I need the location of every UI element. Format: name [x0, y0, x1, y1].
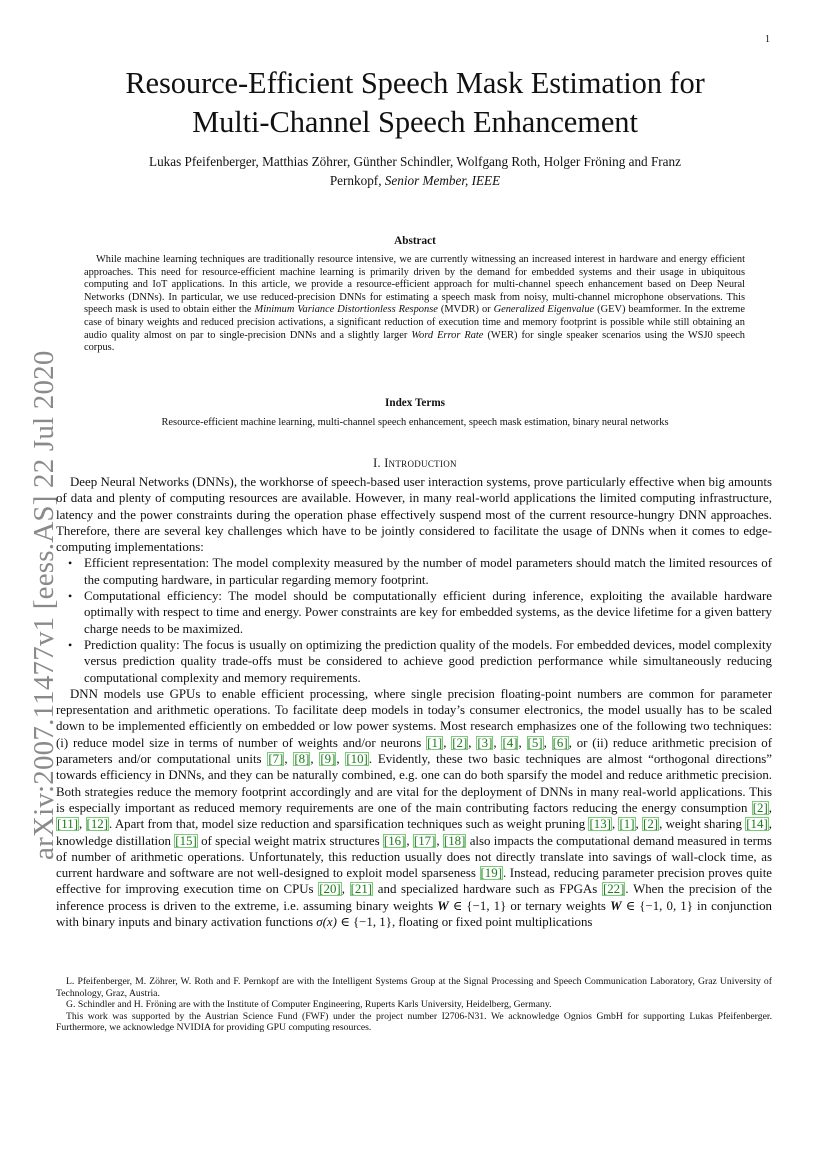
title-line-2: Multi-Channel Speech Enhancement — [192, 105, 638, 139]
citation-link[interactable]: [13] — [589, 817, 611, 832]
math-ternary-set: ∈ {−1, 0, 1} — [625, 898, 693, 913]
citation-link[interactable]: [20] — [319, 882, 341, 897]
footnote-affiliation-1: L. Pfeifenberger, M. Zöhrer, W. Roth and F. Pernkopf are with the Intelligent Systems Group at the Signal Processing and Speech Communication Laboratory, Graz University of Technology, Graz, Austria. — [56, 976, 772, 999]
citation-link[interactable]: [12] — [86, 817, 109, 832]
citation-link[interactable]: [7] — [268, 752, 284, 767]
author-role: Senior Member, IEEE — [384, 173, 501, 188]
bullet-icon: • — [68, 637, 73, 652]
math-activation: σ(x) — [316, 915, 337, 930]
arxiv-identifier-stamp[interactable]: arXiv:2007.11477v1 [eess.AS] 22 Jul 2020 — [28, 350, 60, 860]
footnote-funding: This work was supported by the Austrian Science Fund (FWF) under the project number I2706-N31. We acknowledge Ognios GmbH for supporting Lukas Pfeifenberger. Furthermore, we acknowledge NVIDIA for providing GPU computing resources. — [56, 1010, 772, 1034]
citation-link[interactable]: [19] — [480, 866, 502, 881]
citation-link[interactable]: [15] — [175, 833, 197, 848]
list-item: • Computational efficiency: The model should be computationally efficient during inference, exploiting the available hardware optimally with respect to time and energy. Power constraints are key for embedded systems, as the device lifetime for a given battery charge needs to be maximized. — [68, 589, 772, 636]
citation-link[interactable]: [5] — [527, 735, 543, 750]
page-number: 1 — [765, 34, 770, 45]
abstract-text: While machine learning techniques are traditionally resource intensive, we are currently witnessing an increased interest in hardware and energy efficient approaches. This need for resource-efficient machine learning is primarily driven by the demand for embedded systems and their usage in ubiquitous computing and IoT applications. In this article, we provide a resource-efficient approach for multi-channel speech enhancement based on Deep Neural Networks (DNNs). In particular, we use reduced-precision DNNs for estimating a speech mask from noisy, multi-channel microphone observations. This speech mask is used to obtain either the Minimum Variance Distortionless Response (MVDR) or Generalized Eigenvalue (GEV) beamformer. In the extreme case of binary weights and reduced precision activations, a significant reduction of execution time and memory footprint is possible while still obtaining an audio quality almost on par to single-precision DNNs and a slightly larger Word Error Rate (WER) for single speaker scenarios using the WSJ0 speech corpus. — [84, 254, 745, 354]
authors-line-1: Lukas Pfeifenberger, Matthias Zöhrer, Günther Schindler, Wolfgang Roth, Holger Fröning and Franz — [149, 154, 681, 169]
citation-link[interactable]: [2] — [752, 800, 768, 815]
citation-link[interactable]: [18] — [443, 833, 466, 848]
citation-link[interactable]: [22] — [602, 882, 625, 897]
math-weights: W — [610, 898, 622, 913]
abstract-heading: Abstract — [394, 235, 436, 247]
citation-link[interactable]: [8] — [294, 752, 310, 767]
citation-link[interactable]: [1] — [427, 735, 443, 750]
citation-link[interactable]: [4] — [502, 735, 518, 750]
citation-link[interactable]: [16] — [383, 833, 406, 848]
section-heading: I. Introduction — [373, 456, 457, 470]
intro-paragraph-1: Deep Neural Networks (DNNs), the workhorse of speech-based user interaction systems, prove particularly effective when big amounts of data and plenty of computing resources are available. However, in many real-world applications the limited computing infrastructure, latency and the power constraints during the operation phase effectively suspend most of the current resource-hungry DNN approaches. Therefore, there are several key challenges which have to be jointly considered to facilitate the usage of DNNs when it comes to edge-computing implementations: — [56, 475, 772, 555]
footnotes — [56, 976, 772, 1034]
paper-title — [58, 64, 772, 142]
citation-link[interactable]: [11] — [57, 817, 78, 832]
index-terms: Resource-efficient machine learning, multi-channel speech enhancement, speech mask estimation, binary neural networks — [161, 417, 669, 428]
list-item: • Efficient representation: The model complexity measured by the number of model parameters should match the limited resources of the computing hardware, in particular regarding memory footprint. — [68, 556, 772, 587]
citation-link[interactable]: [1] — [619, 817, 635, 832]
author-list — [80, 152, 750, 190]
intro-paragraph-2: DNN models use GPUs to enable efficient processing, where single precision floating-point numbers are common for parameter representation and arithmetic operations. To facilitate deep models in today’s consumer electronics, the model usually has to be scaled down to be implemented efficiently on embedded or low power systems. Most research emphasizes one of the following two techniques: (i) reduce model size in terms of number of weights and/or neurons [1], [2], [3], [4], [5], [6], or (ii) reduce arithmetic precision of parameters and/or computational units [7], [8], [9], [10]. Evidently, these two basic techniques are almost “orthogonal directions” towards efficiency in DNNs, and they can be naturally combined, e.g. one can do both sparsify the model and reduce arithmetic precision. Both strategies reduce the memory footprint accordingly and are vital for the deployment of DNNs in many real-world applications. This is especially important as reduced memory requirements are one of the main contributing factors reducing the energy consumption [2], [11], [12]. Apart from that, model size reduction and sparsification techniques such as weight pruning [13], [1], [2], weight sharing [14], knowledge distillation [15] of special weight matrix structures [16], [17], [18] also impacts the computational demand measured in terms of number of arithmetic operations. Unfortunately, this reduction usually does not directly translate into savings of wall-clock time, as current hardware and software are not well-designed to exploit model sparseness [19]. Instead, reducing parameter precision proves quite effective for improving execution time on CPUs [20], [21] and specialized hardware such as FPGAs [22]. When the precision of the inference process is driven to the extreme, i.e. assuming binary weights W ∈ {−1, 1} or ternary weights W ∈ {−1, 0, 1} in conjunction with binary inputs and binary activation functions σ(x) ∈ {−1, 1}, floating or fixed point multiplications — [56, 686, 772, 930]
wer-term: Word Error Rate — [411, 329, 484, 341]
list-item: • Prediction quality: The focus is usually on optimizing the prediction quality of the models. For embedded devices, model complexity versus prediction quality trade-offs must be considered to achieve good prediction performance while simultaneously reducing computational complexity and memory requirements. — [68, 637, 772, 685]
citation-link[interactable]: [17] — [413, 833, 436, 848]
citation-link[interactable]: [2] — [452, 735, 468, 750]
citation-link[interactable]: [14] — [746, 817, 768, 832]
bullet-icon: • — [68, 556, 73, 571]
authors-line-2 — [80, 171, 750, 190]
citation-link[interactable]: [3] — [477, 735, 493, 750]
intro-body — [56, 474, 772, 930]
bullet-icon: • — [68, 589, 73, 604]
footnote-affiliation-2: G. Schindler and H. Fröning are with the Institute of Computer Engineering, Ruperts Karls University, Heidelberg, Germany. — [66, 999, 552, 1011]
title-line-1: Resource-Efficient Speech Mask Estimation for — [125, 66, 705, 100]
citation-link[interactable]: [21] — [350, 882, 373, 897]
citation-link[interactable]: [6] — [552, 735, 568, 750]
index-terms-heading: Index Terms — [385, 397, 445, 409]
gev-term: Generalized Eigenvalue — [493, 304, 595, 316]
math-binary-set: ∈ {−1, 1} — [452, 898, 507, 913]
challenge-list — [56, 555, 772, 685]
mvdr-term: Minimum Variance Distortionless Response — [254, 304, 438, 316]
author-name: Pernkopf, — [329, 173, 382, 188]
citation-link[interactable]: [2] — [643, 817, 659, 832]
citation-link[interactable]: [9] — [320, 752, 336, 767]
math-activation-set: ∈ {−1, 1} — [340, 915, 392, 930]
citation-link[interactable]: [10] — [346, 752, 368, 767]
math-weights: W — [437, 898, 449, 913]
